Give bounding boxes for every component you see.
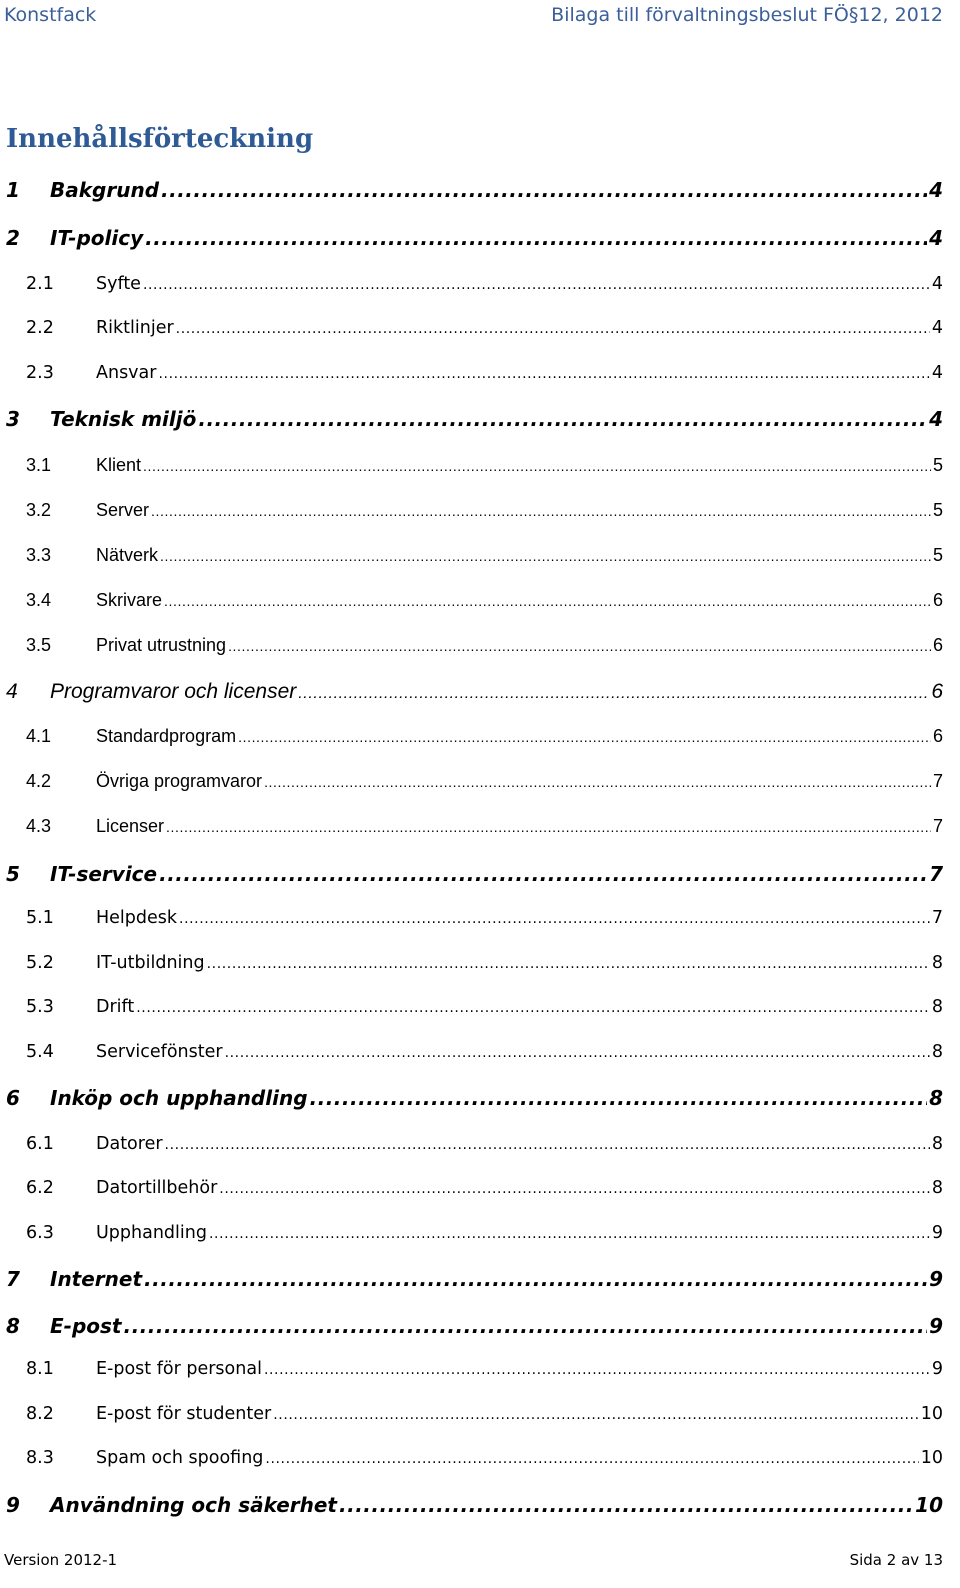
toc-entry-label: Helpdesk [96,908,178,928]
toc-entry-number: 2 [6,226,20,250]
toc-entry[interactable] [0,1493,943,1517]
toc-entry[interactable] [0,363,943,383]
toc-entry-number: 6.1 [26,1134,54,1154]
toc-entry[interactable] [0,407,943,431]
toc-leader-dots [158,366,929,382]
toc-entry[interactable] [0,771,943,792]
toc-leader-dots [144,1267,927,1291]
toc-entry-number: 4 [6,680,18,703]
toc-entry-label: Datortillbehör [96,1178,218,1198]
toc-entry[interactable] [0,908,943,928]
toc-entry-number: 2.3 [26,363,54,383]
toc-entry-label: E-post för studenter [96,1404,272,1424]
toc-entry-page: 8 [931,1134,943,1154]
toc-entry-label: Servicefönster [96,1042,223,1062]
toc-entry-label: IT-utbildning [96,953,205,973]
toc-entry-label: Bakgrund [50,178,160,202]
toc-entry[interactable] [0,178,943,202]
toc-leader-dots [273,1407,919,1423]
toc-entry-page: 4 [929,226,943,250]
toc-leader-dots [298,685,929,703]
toc-entry-label: Datorer [96,1134,163,1154]
toc-entry[interactable] [0,1178,943,1198]
toc-entry-label: IT-service [50,862,158,886]
toc-entry[interactable] [0,590,943,611]
toc-entry-page: 6 [932,590,943,610]
toc-leader-dots [161,178,927,202]
toc-entry-label: Privat utrustning [96,635,227,655]
toc-entry-page: 9 [929,1267,943,1291]
toc-entry-number: 8.3 [26,1448,54,1468]
toc-entry-number: 5.3 [26,997,54,1017]
toc-leader-dots [207,956,930,972]
toc-entry-page: 4 [931,318,943,338]
toc-entry[interactable] [0,680,943,704]
toc-entry-page: 7 [932,816,943,836]
toc-entry[interactable] [0,1042,943,1062]
toc-entry-page: 7 [931,908,943,928]
toc-entry-page: 7 [929,862,943,886]
toc-entry-label: Internet [50,1267,143,1291]
toc-entry-page: 5 [932,455,943,475]
toc-leader-dots [209,1226,930,1242]
toc-entry-number: 5.2 [26,953,54,973]
toc-leader-dots [159,862,927,886]
toc-entry-number: 8.1 [26,1359,54,1379]
toc-leader-dots [151,503,931,519]
toc-entry-number: 3.5 [26,635,52,655]
toc-entry-number: 6 [6,1086,20,1110]
toc-entry-label: Programvaror och licenser [50,680,297,703]
toc-entry[interactable] [0,1448,943,1468]
toc-leader-dots [265,1451,918,1467]
toc-entry-page: 8 [931,1178,943,1198]
toc-entry-label: Licenser [96,816,165,836]
toc-leader-dots [143,277,930,293]
toc-entry-number: 6.3 [26,1223,54,1243]
toc-entry-number: 3.2 [26,500,52,520]
toc-entry[interactable] [0,1086,943,1110]
toc-leader-dots [143,458,931,474]
toc-entry-number: 5.4 [26,1042,54,1062]
toc-entry-number: 8.2 [26,1404,54,1424]
toc-entry-number: 4.3 [26,816,52,836]
toc-entry-label: Riktlinjer [96,318,174,338]
toc-entry[interactable] [0,318,943,338]
toc-entry-label: Skrivare [96,590,163,610]
toc-entry[interactable] [0,274,943,294]
toc-entry-label: Spam och spoofing [96,1448,264,1468]
toc-entry-page: 4 [931,363,943,383]
toc-entry-label: Nätverk [96,545,159,565]
toc-entry[interactable] [0,1404,943,1424]
toc-entry-page: 10 [920,1448,943,1468]
toc-entry-label: Inköp och upphandling [50,1086,308,1110]
toc-leader-dots [219,1181,930,1197]
toc-entry-label: Användning och säkerhet [50,1493,337,1517]
toc-leader-dots [225,1045,930,1061]
toc-entry-number: 3 [6,407,20,431]
toc-entry[interactable] [0,816,943,837]
toc-entry-label: Drift [96,997,135,1017]
toc-entry-label: E-post [50,1314,122,1338]
toc-leader-dots [179,911,930,927]
toc-entry-page: 9 [931,1223,943,1243]
toc-entry-label: Standardprogram [96,726,237,746]
toc-entry-number: 3.4 [26,590,52,610]
toc-leader-dots [238,729,931,745]
toc-entry[interactable] [0,1134,943,1154]
toc-entry-page: 8 [929,1086,943,1110]
footer-page-number: Sida 2 av 13 [849,1551,943,1569]
toc-entry-label: Klient [96,455,142,475]
toc-leader-dots [166,819,931,835]
toc-entry-label: IT-policy [50,226,144,250]
toc-entry[interactable] [0,455,943,476]
toc-leader-dots [123,1314,927,1338]
toc-leader-dots [136,1000,930,1016]
toc-entry-page: 9 [931,1359,943,1379]
toc-leader-dots [176,321,930,337]
toc-entry-page: 4 [929,407,943,431]
toc-entry-number: 4.2 [26,771,52,791]
toc-leader-dots [145,226,927,250]
toc-entry[interactable] [0,1223,943,1243]
toc-entry-number: 9 [6,1493,20,1517]
toc-leader-dots [160,548,931,564]
toc-entry[interactable] [0,226,943,250]
toc-entry-page: 8 [931,1042,943,1062]
toc-entry-label: Teknisk miljö [50,407,197,431]
toc-entry-number: 4.1 [26,726,52,746]
toc-leader-dots [198,407,927,431]
toc-entry-page: 10 [920,1404,943,1424]
toc-entry[interactable] [0,862,943,886]
toc-leader-dots [310,1086,928,1110]
toc-entry-label: Ansvar [96,363,157,383]
toc-leader-dots [264,1362,930,1378]
toc-entry-number: 3.3 [26,545,52,565]
toc-entry-page: 6 [932,635,943,655]
toc-leader-dots [264,774,931,790]
toc-entry[interactable] [0,1314,943,1338]
toc-leader-dots [339,1493,913,1517]
toc-entry-number: 6.2 [26,1178,54,1198]
toc-entry-number: 1 [6,178,20,202]
toc-entry[interactable] [0,500,943,521]
toc-entry-page: 5 [932,545,943,565]
toc-entry-page: 4 [929,178,943,202]
toc-entry-page: 9 [929,1314,943,1338]
header-left: Konstfack [4,4,97,26]
toc-entry-page: 5 [932,500,943,520]
toc-entry[interactable] [0,635,943,656]
toc-entry-page: 4 [931,274,943,294]
toc-entry-number: 2.2 [26,318,54,338]
toc-entry-label: Syfte [96,274,141,294]
toc-entry-page: 6 [931,680,943,703]
toc-entry-label: Upphandling [96,1223,207,1243]
toc-entry-page: 8 [931,997,943,1017]
toc-entry-page: 10 [915,1493,943,1517]
toc-entry[interactable] [0,545,943,566]
footer-version: Version 2012-1 [4,1551,118,1569]
toc-entry-page: 6 [932,726,943,746]
toc-entry[interactable] [0,726,943,747]
header-right: Bilaga till förvaltningsbeslut FÖ§12, 2012 [551,4,943,26]
toc-leader-dots [164,593,931,609]
toc-title: Innehållsförteckning [6,124,314,154]
toc-entry-page: 8 [931,953,943,973]
toc-entry-page: 7 [932,771,943,791]
toc-entry-label: Server [96,500,150,520]
toc-entry-label: Övriga programvaror [96,771,263,791]
toc-entry-number: 8 [6,1314,20,1338]
toc-entry-label: E-post för personal [96,1359,262,1379]
toc-entry-number: 5 [6,862,20,886]
toc-entry-number: 5.1 [26,908,54,928]
toc-entry[interactable] [0,1359,943,1379]
toc-entry[interactable] [0,953,943,973]
toc-entry-number: 3.1 [26,455,52,475]
toc-entry[interactable] [0,1267,943,1291]
toc-leader-dots [165,1137,930,1153]
toc-entry[interactable] [0,997,943,1017]
toc-entry-number: 2.1 [26,274,54,294]
toc-leader-dots [228,638,931,654]
toc-entry-number: 7 [6,1267,20,1291]
